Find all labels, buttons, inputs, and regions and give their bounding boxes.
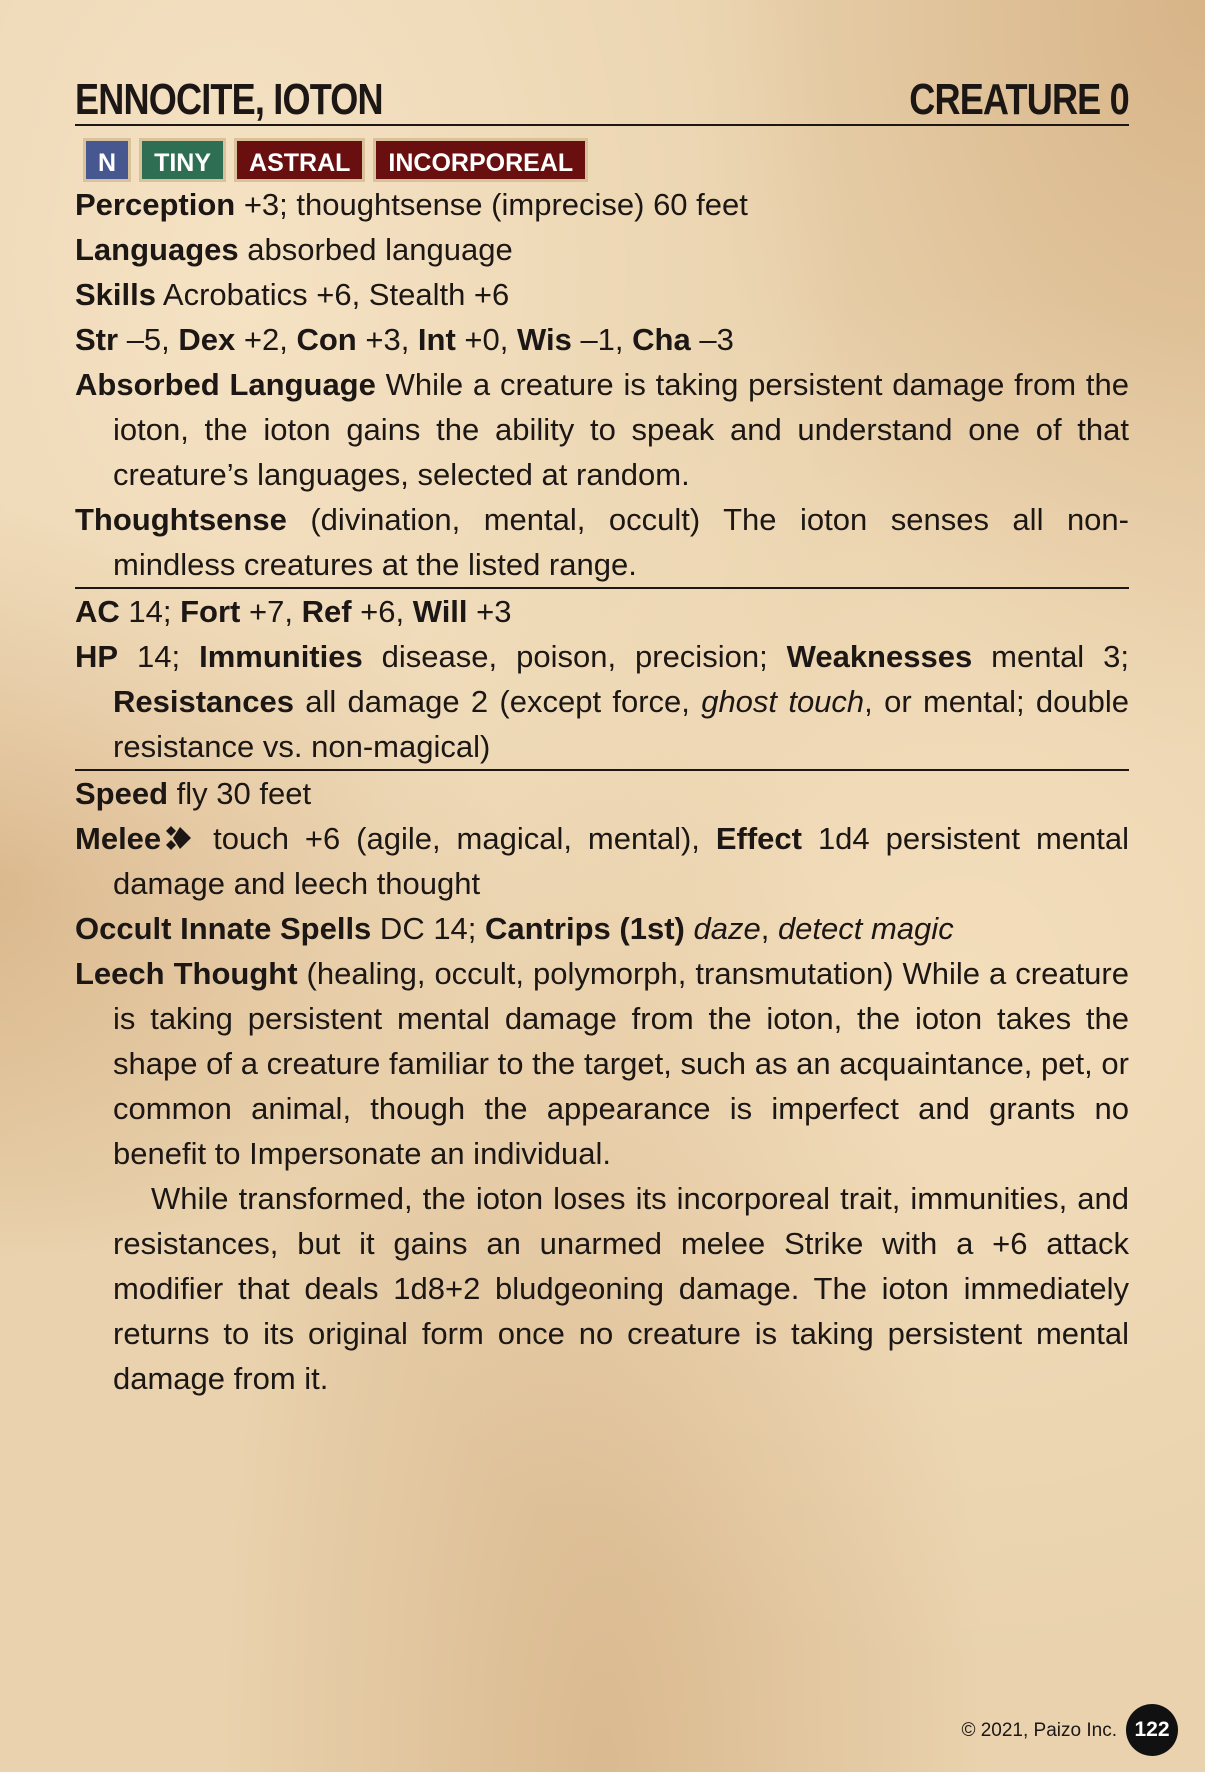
hp-label: HP bbox=[75, 639, 119, 674]
creature-level: CREATURE 0 bbox=[909, 75, 1129, 124]
cha-label: Cha bbox=[632, 322, 691, 357]
speed-label: Speed bbox=[75, 776, 169, 811]
will-value: +3 bbox=[467, 594, 512, 629]
melee-text: touch +6 (agile, magical, mental), bbox=[197, 821, 716, 856]
thoughtsense-label: Thoughtsense bbox=[75, 502, 287, 537]
innate-spells-label: Occult Innate Spells bbox=[75, 911, 372, 946]
leech-thought-text: (healing, occult, polymorph, transmutation) While a creature is taking persistent mental damage from the ioton, the ioton takes the shape of a creature familiar to the target, such as an acquaintance, pet, or common animal, though the appearance is imperfect and grants no benefit to Impersonate an individual. bbox=[113, 956, 1129, 1171]
page-number: 122 bbox=[1126, 1704, 1178, 1756]
will-label: Will bbox=[412, 594, 468, 629]
cha-value: –3 bbox=[690, 322, 734, 357]
page-footer bbox=[0, 1700, 1205, 1760]
con-label: Con bbox=[296, 322, 357, 357]
single-action-icon bbox=[163, 823, 193, 853]
absorbed-language-text: While a creature is taking persistent damage from the ioton, the ioton gains the ability to speak and understand one of that creature’s languages, selected at random. bbox=[113, 367, 1129, 492]
con-value: +3, bbox=[356, 322, 418, 357]
trait-astral: ASTRAL bbox=[234, 138, 365, 182]
languages-label: Languages bbox=[75, 232, 239, 267]
cantrips-label: Cantrips (1st) bbox=[485, 911, 685, 946]
ref-value: +6, bbox=[351, 594, 413, 629]
speed-value: fly 30 feet bbox=[168, 776, 312, 811]
weaknesses-value: mental 3; bbox=[972, 639, 1129, 674]
leech-thought-ability bbox=[75, 951, 1129, 1176]
trait-incorporeal: INCORPOREAL bbox=[373, 138, 588, 182]
resistances-value: all damage 2 (except force, bbox=[293, 684, 702, 719]
immunities-value: disease, poison, precision; bbox=[362, 639, 787, 674]
resistances-spell-name: ghost touch bbox=[701, 684, 865, 719]
leech-thought-text-2: While transformed, the ioton loses its incorporeal trait, immunities, and resistances, but it gains an unarmed melee Strike with a +6 attack modifier that deals 1d8+2 bludgeoning damage. The ioton immediately returns to its original form once no creature is taking persistent mental damage from it. bbox=[113, 1181, 1129, 1396]
languages-line bbox=[75, 227, 1129, 272]
spell-separator: , bbox=[760, 911, 778, 946]
melee-strike bbox=[75, 816, 1129, 906]
copyright-notice: © 2021, Paizo Inc. bbox=[961, 1720, 1117, 1741]
weaknesses-label: Weaknesses bbox=[786, 639, 973, 674]
effect-label: Effect bbox=[715, 821, 802, 856]
spell-detect-magic: detect magic bbox=[777, 911, 954, 946]
wis-label: Wis bbox=[516, 322, 572, 357]
effect-text: 1d4 persistent mental damage and leech thought bbox=[113, 821, 1129, 901]
hp-value: 14; bbox=[118, 639, 200, 674]
skills-label: Skills bbox=[75, 277, 156, 312]
dex-value: +2, bbox=[235, 322, 297, 357]
skills-line bbox=[75, 272, 1129, 317]
absorbed-language-label: Absorbed Language bbox=[75, 367, 376, 402]
perception-value: +3; thoughtsense (imprecise) 60 feet bbox=[235, 187, 748, 222]
creature-name: ENNOCITE, IOTON bbox=[75, 75, 383, 124]
absorbed-language-ability bbox=[75, 362, 1129, 497]
int-value: +0, bbox=[455, 322, 517, 357]
str-label: Str bbox=[75, 322, 119, 357]
hp-line bbox=[75, 634, 1129, 769]
melee-label: Melee bbox=[75, 821, 162, 856]
dex-label: Dex bbox=[178, 322, 236, 357]
thoughtsense-ability bbox=[75, 497, 1129, 587]
speed-line bbox=[75, 771, 1129, 816]
skills-value: Acrobatics +6, Stealth +6 bbox=[156, 277, 510, 312]
ac-label: AC bbox=[75, 594, 120, 629]
wis-value: –1, bbox=[571, 322, 633, 357]
thoughtsense-text: (divination, mental, occult) The ioton senses all non-mindless creatures at the listed range. bbox=[113, 502, 1129, 582]
str-value: –5, bbox=[118, 322, 179, 357]
spell-daze: daze bbox=[693, 911, 761, 946]
resistances-value-end: , or mental; double resistance vs. non-magical) bbox=[113, 684, 1129, 764]
innate-spells-line bbox=[75, 906, 1129, 951]
leech-thought-label: Leech Thought bbox=[75, 956, 298, 991]
ability-scores-line bbox=[75, 317, 1129, 362]
trait-alignment: N bbox=[83, 138, 131, 182]
leech-thought-ability-continued bbox=[75, 1176, 1129, 1401]
trait-size: TINY bbox=[139, 138, 226, 182]
ac-value: 14; bbox=[119, 594, 181, 629]
perception-label: Perception bbox=[75, 187, 236, 222]
languages-value: absorbed language bbox=[238, 232, 513, 267]
ref-label: Ref bbox=[301, 594, 352, 629]
spell-dc: DC 14; bbox=[371, 911, 486, 946]
fort-value: +7, bbox=[240, 594, 302, 629]
defense-line bbox=[75, 589, 1129, 634]
trait-list bbox=[83, 138, 1129, 182]
resistances-label: Resistances bbox=[113, 684, 294, 719]
stat-block-header bbox=[75, 70, 1129, 126]
perception-line bbox=[75, 182, 1129, 227]
immunities-label: Immunities bbox=[199, 639, 363, 674]
int-label: Int bbox=[417, 322, 456, 357]
fort-label: Fort bbox=[180, 594, 241, 629]
stat-block bbox=[75, 70, 1129, 1401]
